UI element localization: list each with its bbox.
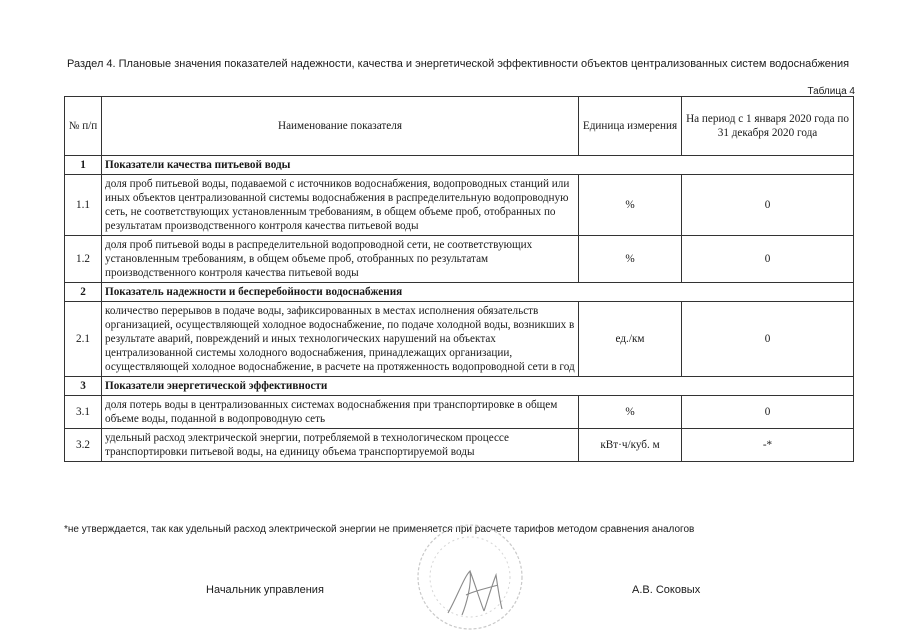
row-value: 0 (682, 236, 854, 283)
table-row (65, 302, 854, 377)
row-unit: кВт·ч/куб. м (579, 429, 682, 462)
row-name: количество перерывов в подаче воды, зафиксированных в местах исполнения обязательств организацией, осуществляющей холодное водоснабжение, по подаче холодной воды, возникших в результате аварий, повреждений и иных технологических нарушений на объектах централизованной системы холодного водоснабжения, принадлежащих организации, осуществляющей холодное водоснабжение, в расчете на протяженность водопроводной сети в год (102, 302, 579, 377)
section-row (65, 283, 854, 302)
section-num: 2 (65, 283, 102, 302)
section-title-cell: Показатели энергетической эффективности (102, 377, 854, 396)
table-row (65, 175, 854, 236)
section-title: Раздел 4. Плановые значения показателей надежности, качества и энергетической эффективности объектов централизованных систем водоснабжения (67, 58, 850, 70)
row-num: 1.2 (65, 236, 102, 283)
section-row (65, 156, 854, 175)
row-value: 0 (682, 175, 854, 236)
table-header-row (65, 97, 854, 156)
row-value: 0 (682, 396, 854, 429)
table-row (65, 396, 854, 429)
row-num: 2.1 (65, 302, 102, 377)
row-value: -* (682, 429, 854, 462)
row-unit: % (579, 175, 682, 236)
row-name: доля проб питьевой воды в распределительной водопроводной сети, не соответствующих установленным требованиям, в общем объеме проб, отобранных по результатам производственного контроля качества питьевой воды (102, 236, 579, 283)
row-name: доля проб питьевой воды, подаваемой с источников водоснабжения, водопроводных станций или иных объектов централизованной системы водоснабжения в распределительную водопроводную сеть, не соответствующих установленным требованиям, в общем объеме проб, отобранных по результатам производственного контроля качества питьевой воды (102, 175, 579, 236)
section-title-cell: Показатель надежности и бесперебойности водоснабжения (102, 283, 854, 302)
section-title-cell: Показатели качества питьевой воды (102, 156, 854, 175)
table-row (65, 429, 854, 462)
row-name: удельный расход электрической энергии, потребляемой в технологическом процессе транспортировки питьевой воды, на единицу объема транспортируемой воды (102, 429, 579, 462)
table-label: Таблица 4 (807, 86, 855, 97)
header-period: На период с 1 января 2020 года по 31 декабря 2020 года (682, 97, 854, 156)
row-num: 3.2 (65, 429, 102, 462)
row-value: 0 (682, 302, 854, 377)
header-name: Наименование показателя (102, 97, 579, 156)
indicators-table (64, 96, 854, 462)
section-row (65, 377, 854, 396)
footnote: *не утверждается, так как удельный расход электрической энергии не применяется при расчете тарифов методом сравнения аналогов (64, 524, 695, 535)
signatory-role: Начальник управления (206, 584, 324, 596)
row-num: 1.1 (65, 175, 102, 236)
header-unit: Единица измерения (579, 97, 682, 156)
section-num: 3 (65, 377, 102, 396)
row-num: 3.1 (65, 396, 102, 429)
table-row (65, 236, 854, 283)
row-unit: ед./км (579, 302, 682, 377)
signature (440, 565, 510, 620)
row-name: доля потерь воды в централизованных системах водоснабжения при транспортировке в общем объеме воды, поданной в водопроводную сеть (102, 396, 579, 429)
signatory-name: А.В. Соковых (632, 584, 701, 596)
header-num: № п/п (65, 97, 102, 156)
row-unit: % (579, 236, 682, 283)
section-num: 1 (65, 156, 102, 175)
row-unit: % (579, 396, 682, 429)
